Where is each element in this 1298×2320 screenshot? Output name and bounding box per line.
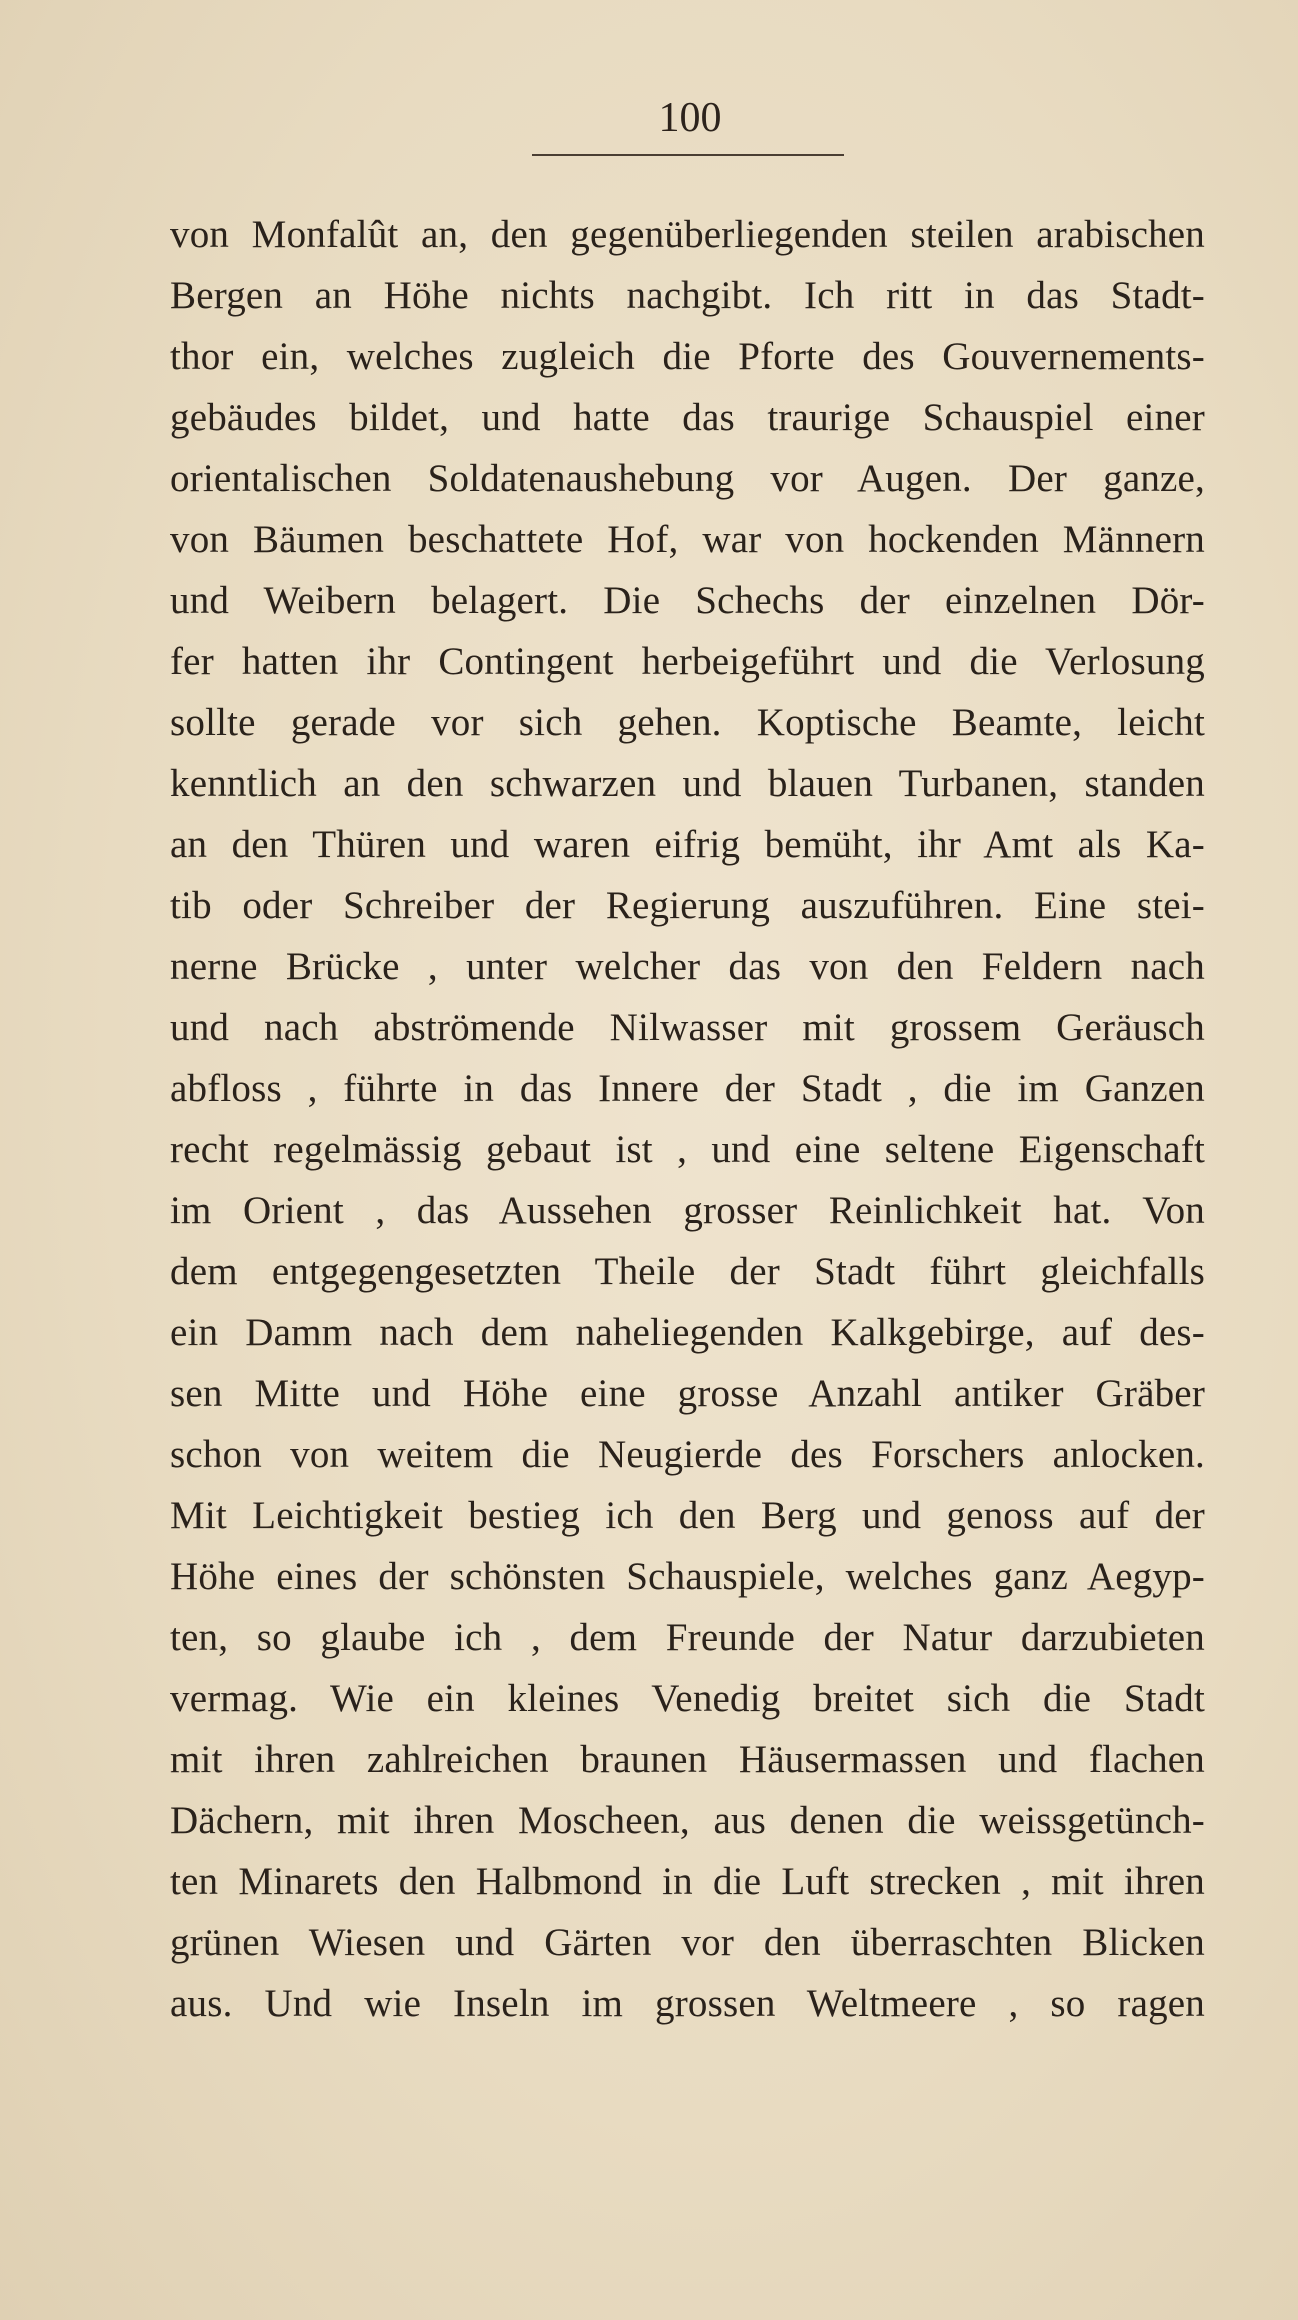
text-line: abfloss , führte in das Innere der Stadt , die im Ganzen xyxy=(170,1067,1205,1110)
text-line: schon von weitem die Neugierde des Forschers anlocken. xyxy=(170,1433,1205,1476)
text-line: Dächern, mit ihren Moscheen, aus denen die weissgetünch- xyxy=(170,1799,1205,1842)
header-rule xyxy=(532,154,844,156)
page-number: 100 xyxy=(658,95,722,141)
text-line: aus. Und wie Inseln im grossen Weltmeere , so ragen xyxy=(170,1982,1205,2025)
text-line: orientalischen Soldatenaushebung vor Augen. Der ganze, xyxy=(170,457,1205,500)
text-line: dem entgegengesetzten Theile der Stadt führt gleichfalls xyxy=(170,1250,1205,1293)
text-line: ten Minarets den Halbmond in die Luft strecken , mit ihren xyxy=(170,1860,1205,1903)
text-line: gebäudes bildet, und hatte das traurige Schauspiel einer xyxy=(170,396,1205,439)
text-line: an den Thüren und waren eifrig bemüht, ihr Amt als Ka- xyxy=(170,823,1205,866)
text-line: von Monfalût an, den gegenüberliegenden steilen arabischen xyxy=(170,213,1205,256)
text-line: und Weibern belagert. Die Schechs der einzelnen Dör- xyxy=(170,579,1205,622)
text-line: im Orient , das Aussehen grosser Reinlichkeit hat. Von xyxy=(170,1189,1205,1232)
text-line: sen Mitte und Höhe eine grosse Anzahl antiker Gräber xyxy=(170,1372,1205,1415)
text-line: Bergen an Höhe nichts nachgibt. Ich ritt in das Stadt- xyxy=(170,274,1205,317)
text-line: mit ihren zahlreichen braunen Häusermassen und flachen xyxy=(170,1738,1205,1781)
text-line: nerne Brücke , unter welcher das von den Feldern nach xyxy=(170,945,1205,988)
text-line: Höhe eines der schönsten Schauspiele, welches ganz Aegyp- xyxy=(170,1555,1205,1598)
text-line: thor ein, welches zugleich die Pforte des Gouvernements- xyxy=(170,335,1205,378)
text-line: vermag. Wie ein kleines Venedig breitet sich die Stadt xyxy=(170,1677,1205,1720)
text-line: fer hatten ihr Contingent herbeigeführt und die Verlosung xyxy=(170,640,1205,683)
text-line: tib oder Schreiber der Regierung auszuführen. Eine stei- xyxy=(170,884,1205,927)
text-line: ten, so glaube ich , dem Freunde der Natur darzubieten xyxy=(170,1616,1205,1659)
body-text xyxy=(170,204,1205,2034)
text-line: von Bäumen beschattete Hof, war von hockenden Männern xyxy=(170,518,1205,561)
text-line: ein Damm nach dem naheliegenden Kalkgebirge, auf des- xyxy=(170,1311,1205,1354)
text-line: recht regelmässig gebaut ist , und eine seltene Eigenschaft xyxy=(170,1128,1205,1171)
text-line: Mit Leichtigkeit bestieg ich den Berg und genoss auf der xyxy=(170,1494,1205,1537)
text-line: und nach abströmende Nilwasser mit grossem Geräusch xyxy=(170,1006,1205,1049)
text-line: sollte gerade vor sich gehen. Koptische Beamte, leicht xyxy=(170,701,1205,744)
text-line: kenntlich an den schwarzen und blauen Turbanen, standen xyxy=(170,762,1205,805)
text-line: grünen Wiesen und Gärten vor den überraschten Blicken xyxy=(170,1921,1205,1964)
